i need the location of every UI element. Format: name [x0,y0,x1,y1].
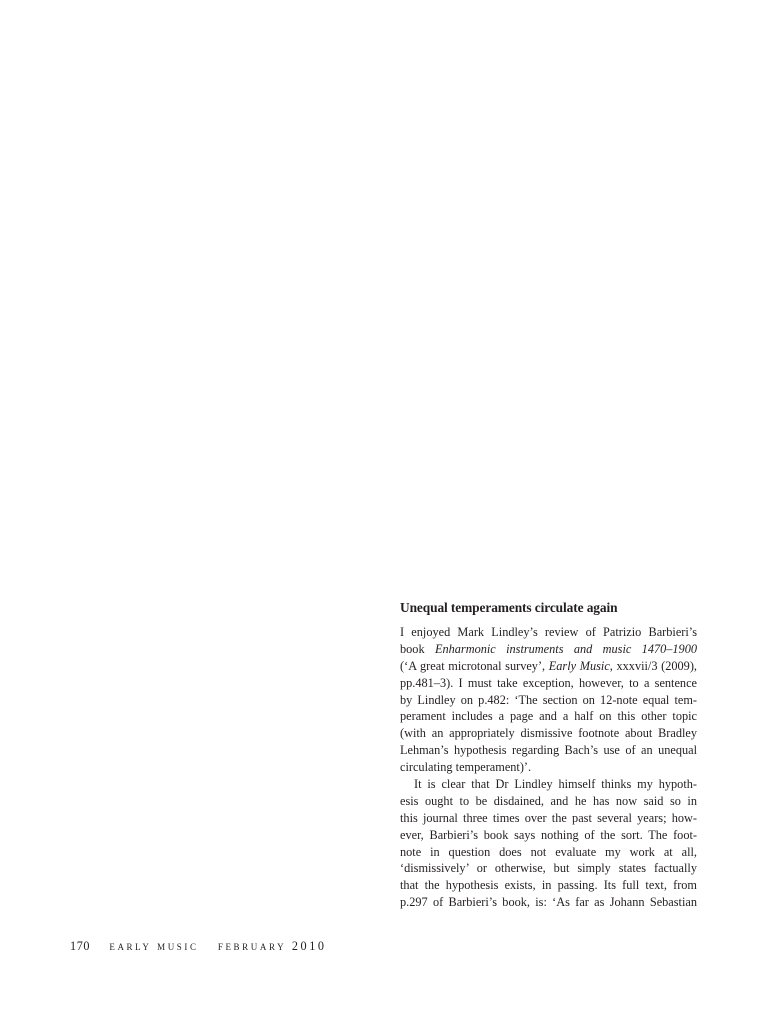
text-run: pp.481–3). I must take exception, however, to a sentence [400,675,697,690]
text-line [400,793,697,810]
text-line [400,776,697,793]
text-run: circulating temperament)’. [400,760,532,775]
text-run: ‘dismissively’ or otherwise, but simply states factually [400,861,697,876]
text-run: this journal three times over the past several years; how- [400,810,697,825]
text-line [400,827,697,844]
text-run: that the hypothesis exists, in passing. Its full text, from [400,878,697,893]
text-run: (‘A great microtonal survey’, [400,658,549,673]
text-line [400,675,697,692]
text-run: (with an appropriately dismissive footnote about Bradley [400,726,697,741]
text-line [400,877,697,894]
text-run: p.297 of Barbieri’s book, is: ‘As far as Johann Sebastian [400,895,697,910]
journal-name: early music [109,939,199,953]
text-run: esis ought to be disdained, and he has now said so in [400,793,697,808]
text-line [400,624,697,641]
text-line [400,810,697,827]
italic-title: Enharmonic instruments and music 1470–1900 [434,641,698,656]
italic-title: Early Music [548,658,610,673]
issue-date: february 2010 [217,939,327,953]
text-run: book [400,641,435,656]
letter-paragraph-1 [400,624,697,776]
text-line [400,725,697,742]
text-run: ever, Barbieri’s book says nothing of the sort. The foot- [400,827,697,842]
text-run: Lehman’s hypothesis regarding Bach’s use of an unequal [400,743,697,758]
text-line [400,894,697,911]
text-line [400,708,697,725]
text-line [400,658,697,675]
text-run: note in question does not evaluate my work at all, [400,844,697,859]
text-run: perament includes a page and a half on this other topic [400,709,697,724]
running-footer [70,936,327,956]
text-run: I enjoyed Mark Lindley’s review of Patrizio Barbieri’s [400,625,697,639]
text-line [400,692,697,709]
text-line [400,759,697,776]
text-line [400,844,697,861]
text-run: by Lindley on p.482: ‘The section on 12-note equal tem- [400,692,697,707]
text-run: , xxxvii/3 (2009), [609,658,697,673]
correspondence-letter [400,598,697,911]
letter-title: Unequal temperaments circulate again [400,600,618,615]
text-run: It is clear that Dr Lindley himself thinks my hypoth- [414,777,697,792]
text-line [400,641,697,658]
text-line [400,742,697,759]
text-line [400,860,697,877]
page-number: 170 [70,939,91,953]
letter-paragraph-2 [400,776,697,911]
